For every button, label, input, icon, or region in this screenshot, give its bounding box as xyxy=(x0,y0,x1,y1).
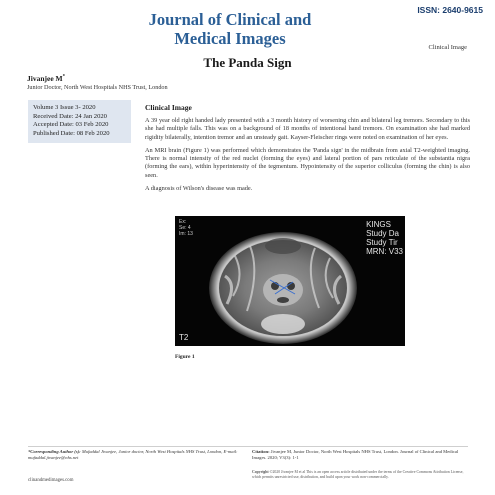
citation-label: Citation: xyxy=(252,449,270,454)
mri-overlay-study-time: Study Tir xyxy=(366,238,398,247)
mri-overlay-top-left xyxy=(179,219,193,237)
volume-issue: Volume 3 Issue 3- 2020 xyxy=(33,104,96,111)
mri-overlay-im: Im: 13 xyxy=(179,231,193,237)
accepted-date: Accepted Date: 03 Feb 2020 xyxy=(33,121,109,129)
article-title: The Panda Sign xyxy=(203,55,292,70)
figure-caption: Figure 1 xyxy=(175,354,195,360)
mri-overlay-mrn: MRN: V33 xyxy=(366,247,403,256)
article-info-box xyxy=(28,100,131,143)
mri-overlay-top-right xyxy=(366,220,403,256)
journal-title-line2: Medical Images xyxy=(174,29,286,48)
journal-title-line1: Journal of Clinical and xyxy=(148,10,312,29)
paragraph-history: A 39 year old right handed lady presented with a 3 month history of worsening chin and bilateral leg tremors. Secondary to this she had multiple falls. This was on a background of 18 months of intentional hand tremors. On examination she had marked rigidity bilaterally, intention tremor and an unsteady gait. Kayser-Fleischer rings were noted on examination of her eyes. xyxy=(145,117,470,141)
journal-title xyxy=(120,10,340,48)
author-name xyxy=(27,74,65,83)
issn-number: ISSN: 2640-9615 xyxy=(417,5,483,15)
mri-overlay-se: Se: 4 xyxy=(179,225,191,231)
citation-text: Jivanjee M, Junior Doctor, North West Hospitals NHS Trust, London. Journal of Clinical and Medical Images. 2020; V3(3): 1-1 xyxy=(252,449,459,460)
author-marker: * xyxy=(62,74,66,80)
mri-overlay-sequence: T2 xyxy=(179,333,189,342)
mri-overlay-ex: Ex: xyxy=(179,219,187,225)
corresponding-author xyxy=(28,449,238,461)
copyright-notice xyxy=(252,470,472,480)
article-type-label: Clinical Image xyxy=(428,44,467,51)
author-name-text: Jivanjee M xyxy=(27,74,63,83)
mri-figure xyxy=(175,216,405,346)
citation xyxy=(252,449,472,461)
received-date: Received Date: 24 Jan 2020 xyxy=(33,112,107,120)
footer-divider xyxy=(28,446,468,447)
article-body xyxy=(145,103,470,198)
copyright-text: ©2020 Jivanjee M et al This is an open access article distributed under the terms of the Creative Commons Attribution License, which permits unrestricted use, distribution, and build upon your work non-commercially. xyxy=(252,470,464,479)
paragraph-mri: An MRI brain (Figure 1) was performed which demonstrates the 'Panda sign' in the midbrain from axial T2-weighted imaging. There is normal intensity of the red nuclei (forming the eyes) and lateral portion of pars reticulate of the substantia nigra (forming the ears), within hyperintensity of the tegmentum. Hypointensity of the superior colliculus (forming the chin) is also seen. xyxy=(145,146,470,179)
corresponding-author-label: *Corresponding Author (s): xyxy=(28,449,81,454)
author-affiliation: Junior Doctor, North West Hospitals NHS Trust, London xyxy=(27,84,168,91)
mri-overlay-study-date: Study Da xyxy=(366,229,399,238)
mri-overlay-institution: KINGS xyxy=(366,220,391,229)
published-date: Published Date: 08 Feb 2020 xyxy=(33,129,110,137)
paragraph-diagnosis: A diagnosis of Wilson's disease was made. xyxy=(145,185,253,193)
corresponding-author-text: Mufaddal Jivanjee, Junior doctor, North West Hospitals NHS Trust, London, E-mail: mufaddal.jivanjee@nhs.net xyxy=(28,449,238,460)
journal-website-link[interactable]: clinandmedimages.com xyxy=(28,478,74,483)
section-heading: Clinical Image xyxy=(145,103,192,112)
copyright-label: Copyright xyxy=(252,470,269,474)
